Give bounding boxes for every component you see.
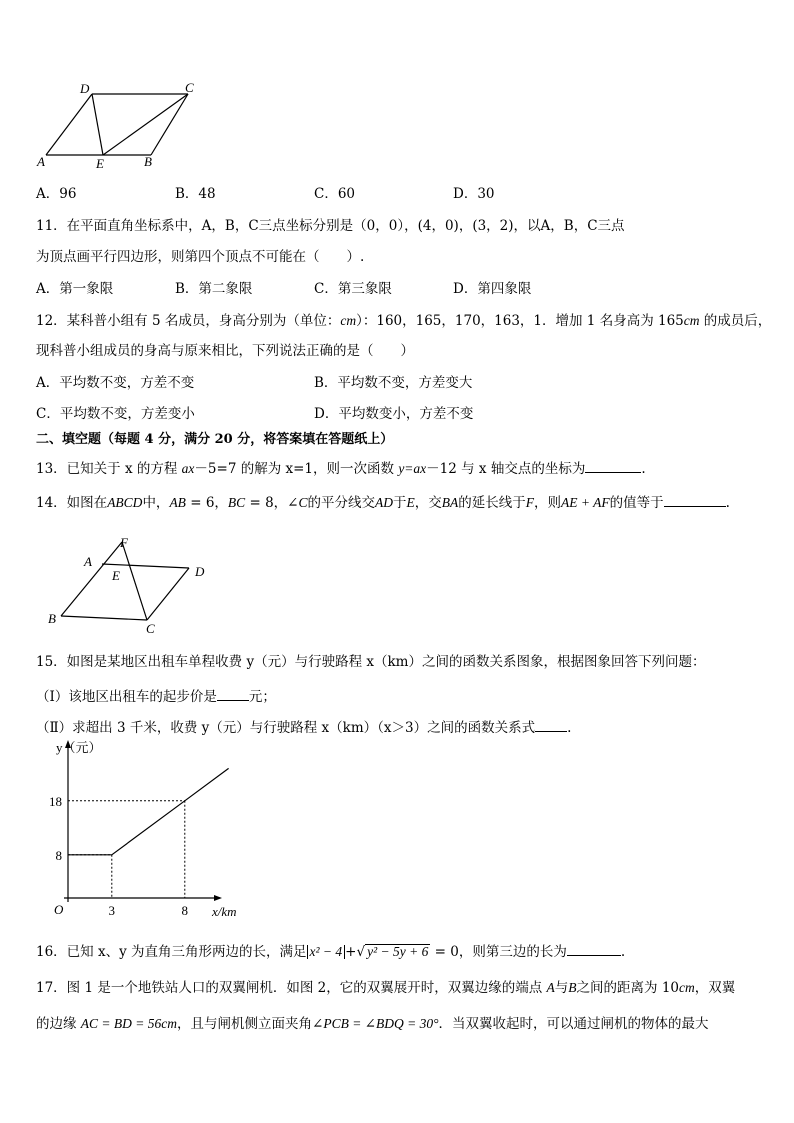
label-F: F	[120, 535, 128, 550]
q15-stem: 15．如图是某地区出租车单程收费 y（元）与行驶路程 x（km）之间的函数关系图象，根据图象回答下列问题：	[36, 654, 706, 670]
q14-stem: 14．如图在ABCD中，AB = 6，BC = 8，∠C的平分线交AD于E，交BA的延长线于F，则AE + AF的值等于 .	[36, 495, 730, 511]
q15-fare-chart	[36, 738, 276, 923]
q14-figure	[44, 535, 224, 635]
q12-option-a[interactable]: A．平均数不变，方差不变	[36, 375, 195, 391]
side-BC	[151, 94, 188, 155]
q15-part2: （Ⅱ）求超出 3 千米，收费 y（元）与行驶路程 x（km）（x＞3）之间的函数关系式 .	[36, 720, 572, 736]
q12-option-b[interactable]: B．平均数不变，方差变大	[314, 375, 473, 391]
q13-stem: 13．已知关于 x 的方程 ax－5=7 的解为 x=1，则一次函数 y=ax－12 与 x 轴交点的坐标为 .	[36, 461, 646, 477]
side-DC	[147, 568, 189, 620]
q12-option-d[interactable]: D．平均数变小，方差不变	[314, 406, 474, 422]
bisector-CF	[122, 542, 147, 620]
x-tick-3: 3	[108, 903, 116, 918]
label-D: D	[195, 564, 205, 579]
q11-option-d[interactable]: D．第四象限	[453, 281, 532, 297]
label-E: E	[96, 156, 104, 171]
q11-stem-line2: 为顶点画平行四边形，则第四个顶点不可能在（ ）.	[36, 249, 365, 265]
section-heading-fill-in: 二、填空题（每题 4 分，满分 20 分，将答案填在答题纸上）	[36, 432, 394, 447]
q10-figure	[36, 80, 216, 170]
label-C: C	[185, 80, 194, 95]
label-B: B	[144, 154, 152, 169]
q13-answer-blank[interactable]	[585, 460, 641, 473]
q15-part1: （Ⅰ）该地区出租车的起步价是 元；	[36, 689, 276, 705]
y-tick-18: 18	[49, 793, 62, 809]
q10-option-b[interactable]: B．48	[175, 186, 216, 202]
q17-stem-line2: 的边缘 AC = BD = 56cm，且与闸机侧立面夹角∠PCB = ∠BDQ = 30°．当双翼收起时，可以通过闸机的物体的最大	[36, 1016, 709, 1032]
side-AD	[46, 94, 92, 155]
q11-stem-line1: 11．在平面直角坐标系中，A，B，C三点坐标分别是（0，0），(4，0)，(3，2)，以A，B，C三点	[36, 218, 625, 234]
label-A: A	[84, 554, 92, 569]
segment-DE	[92, 94, 103, 155]
q10-option-a[interactable]: A．96	[36, 186, 77, 202]
q15-part2-blank[interactable]	[535, 719, 567, 732]
q12-option-c[interactable]: C．平均数不变，方差变小	[36, 406, 195, 422]
x-tick-8: 8	[181, 903, 189, 918]
label-C: C	[146, 621, 155, 636]
side-BC	[61, 616, 147, 620]
x-axis-label: x/km	[212, 904, 237, 919]
q14-answer-blank[interactable]	[664, 494, 726, 507]
q10-option-c[interactable]: C．60	[314, 186, 356, 202]
origin-label: O	[54, 902, 64, 917]
q17-stem-line1: 17．图 1 是一个地铁站人口的双翼闸机．如图 2，它的双翼展开时，双翼边缘的端点 A与B之间的距离为 10cm，双翼	[36, 980, 736, 996]
q11-option-a[interactable]: A．第一象限	[36, 281, 114, 297]
label-E: E	[112, 568, 120, 583]
q16-answer-blank[interactable]	[567, 943, 621, 956]
q12-stem-line1: 12．某科普小组有 5 名成员，身高分别为（单位：cm）：160，165，170，163，1．增加 1 名身高为 165cm 的成员后，	[36, 313, 772, 329]
y-tick-8: 8	[55, 847, 62, 863]
x-axis-arrow	[214, 895, 222, 901]
q15-part1-blank[interactable]	[217, 688, 249, 701]
q10-option-d[interactable]: D．30	[453, 186, 495, 202]
label-D: D	[80, 81, 90, 96]
fare-line	[68, 768, 229, 854]
y-axis-label: y（元）	[56, 740, 102, 755]
segment-EC	[103, 94, 188, 155]
q11-option-c[interactable]: C．第三象限	[314, 281, 392, 297]
q12-stem-line2: 现科普小组成员的身高与原来相比，下列说法正确的是（ ）	[36, 343, 414, 359]
label-B: B	[48, 611, 56, 626]
q16-sqrt: y² − 5y + 6	[367, 944, 429, 959]
label-A: A	[37, 154, 45, 169]
q16-stem: 16．已知 x、y 为直角三角形两边的长，满足 x² − 4 +√ y² − 5y + 6 = 0，则第三边的长为 .	[36, 944, 626, 960]
q16-absolute-value: x² − 4	[307, 945, 346, 959]
q11-option-b[interactable]: B．第二象限	[175, 281, 253, 297]
